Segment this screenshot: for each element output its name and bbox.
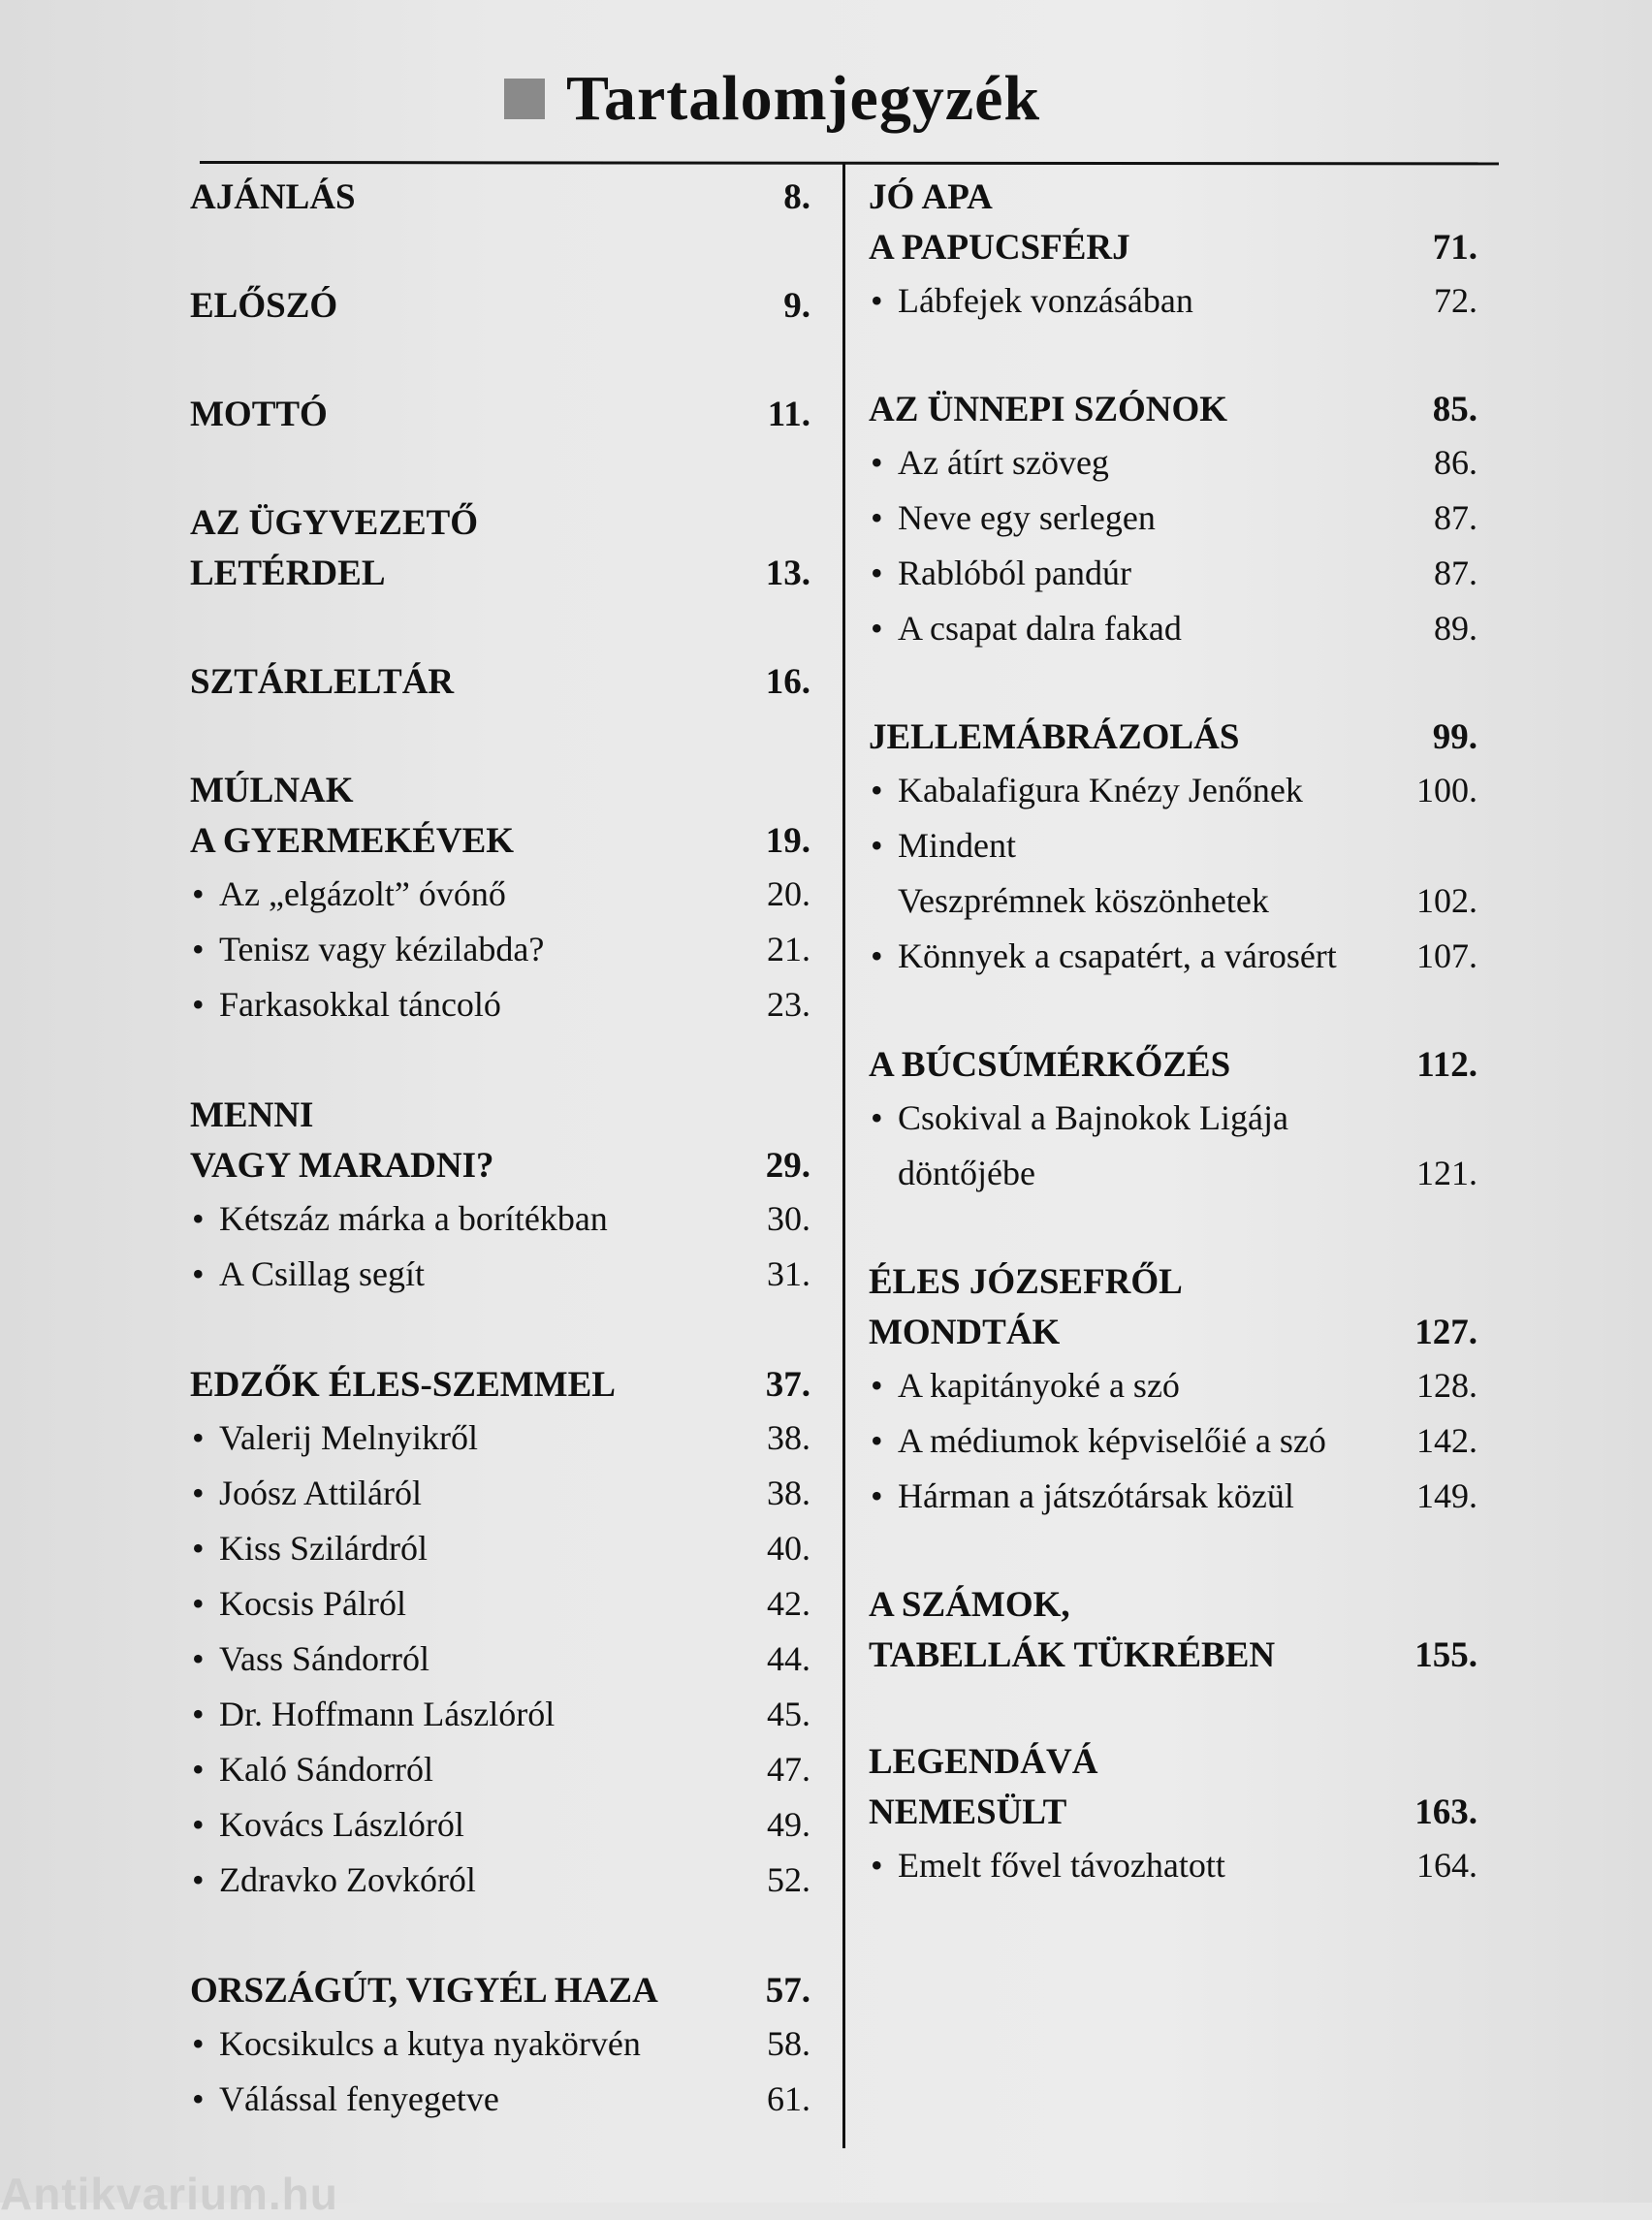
toc-entry — [190, 1576, 810, 1632]
section-title: EDZŐK ÉLES-SZEMMEL — [190, 1365, 616, 1405]
toc-entry — [190, 2016, 810, 2072]
section-title: AZ ÜGYVEZETŐ LETÉRDEL — [190, 503, 479, 593]
entry-page-number: 58. — [767, 2024, 810, 2063]
entry-title: • Valerij Melnyikről — [190, 1411, 478, 1466]
section-title: LEGENDÁVÁ NEMESÜLT — [869, 1742, 1098, 1832]
section-heading — [869, 1737, 1477, 1838]
toc-section — [190, 766, 810, 1032]
entry-page-number: 72. — [1434, 281, 1477, 320]
toc-section — [869, 713, 1477, 984]
entry-title: • Kiss Szilárdról — [190, 1521, 428, 1576]
entry-page-number: 164. — [1416, 1846, 1477, 1885]
section-page-number: 19. — [765, 821, 810, 861]
toc-section — [190, 390, 810, 440]
page-title-block — [504, 60, 1040, 138]
entry-page-number: 45. — [767, 1695, 810, 1733]
entry-title: • Könnyek a csapatért, a városért — [869, 929, 1337, 984]
toc-entry — [869, 1469, 1477, 1524]
section-heading — [190, 498, 810, 599]
entry-page-number: 23. — [767, 985, 810, 1024]
toc-section — [869, 1580, 1477, 1681]
entry-title: • A médiumok képviselőié a szó — [869, 1413, 1326, 1469]
entry-title: • Kocsikulcs a kutya nyakörvén — [190, 2016, 641, 2072]
toc-section — [190, 1360, 810, 1908]
entry-title: • Kétszáz márka a borítékban — [190, 1191, 608, 1247]
section-page-number: 8. — [783, 177, 810, 217]
section-heading — [190, 1360, 810, 1411]
toc-entry — [869, 435, 1477, 491]
toc-entry — [190, 1687, 810, 1742]
section-page-number: 163. — [1414, 1792, 1477, 1832]
section-page-number: 57. — [765, 1971, 810, 2011]
section-title: ORSZÁGÚT, VIGYÉL HAZA — [190, 1971, 658, 2011]
toc-entry — [190, 2072, 810, 2127]
section-heading — [190, 1966, 810, 2016]
section-heading — [190, 281, 810, 332]
entry-page-number: 40. — [767, 1529, 810, 1568]
section-page-number: 99. — [1432, 717, 1477, 757]
entry-page-number: 87. — [1434, 498, 1477, 537]
toc-section — [190, 1966, 810, 2127]
section-page-number: 9. — [783, 286, 810, 326]
toc-entry — [869, 546, 1477, 601]
section-page-number: 71. — [1432, 228, 1477, 268]
entry-page-number: 149. — [1416, 1476, 1477, 1515]
entry-page-number: 87. — [1434, 554, 1477, 592]
section-heading — [869, 173, 1477, 273]
entry-title: • Az „elgázolt” óvónő — [190, 867, 506, 922]
section-page-number: 29. — [765, 1146, 810, 1186]
section-page-number: 37. — [765, 1365, 810, 1405]
section-heading — [190, 657, 810, 708]
entry-title: • Kovács Lászlóról — [190, 1797, 464, 1853]
entry-page-number: 107. — [1416, 936, 1477, 975]
entry-title: • Dr. Hoffmann Lászlóról — [190, 1687, 555, 1742]
toc-entry — [190, 977, 810, 1032]
toc-entry — [190, 1742, 810, 1797]
header-rule — [200, 161, 1499, 165]
section-title: A SZÁMOK, TABELLÁK TÜKRÉBEN — [869, 1585, 1276, 1675]
toc-entry — [190, 1797, 810, 1853]
section-title: JELLEMÁBRÁZOLÁS — [869, 717, 1240, 757]
section-page-number: 11. — [767, 395, 810, 434]
entry-title: • Válással fenyegetve — [190, 2072, 499, 2127]
toc-section — [190, 498, 810, 599]
entry-page-number: 42. — [767, 1584, 810, 1623]
toc-entry — [869, 491, 1477, 546]
entry-title: • Mindent Veszprémnek köszönhetek — [869, 818, 1269, 929]
toc-entry — [190, 1247, 810, 1302]
toc-section — [869, 1040, 1477, 1201]
section-page-number: 112. — [1416, 1045, 1477, 1085]
toc-section — [869, 1737, 1477, 1893]
section-heading — [190, 1091, 810, 1191]
column-divider — [842, 163, 845, 2148]
section-page-number: 127. — [1414, 1313, 1477, 1352]
toc-left-column — [190, 173, 810, 2127]
entry-page-number: 142. — [1416, 1421, 1477, 1460]
section-page-number: 13. — [765, 554, 810, 593]
entry-title: • Lábfejek vonzásában — [869, 273, 1193, 329]
toc-entry — [869, 929, 1477, 984]
toc-section — [190, 1091, 810, 1302]
entry-page-number: 31. — [767, 1254, 810, 1293]
entry-page-number: 52. — [767, 1860, 810, 1899]
toc-section — [190, 173, 810, 223]
section-heading — [869, 1580, 1477, 1681]
entry-page-number: 20. — [767, 874, 810, 913]
entry-page-number: 121. — [1416, 1154, 1477, 1192]
section-title: ELŐSZÓ — [190, 286, 338, 326]
entry-title: • Kocsis Pálról — [190, 1576, 406, 1632]
entry-page-number: 128. — [1416, 1366, 1477, 1405]
entry-page-number: 100. — [1416, 771, 1477, 809]
entry-title: • Emelt fővel távozhatott — [869, 1838, 1225, 1893]
section-title: MOTTÓ — [190, 395, 328, 434]
entry-title: • Csokival a Bajnokok Ligája döntőjébe — [869, 1091, 1288, 1201]
entry-page-number: 38. — [767, 1418, 810, 1457]
entry-title: • Rablóból pandúr — [869, 546, 1131, 601]
entry-title: • Kaló Sándorról — [190, 1742, 433, 1797]
toc-section — [190, 657, 810, 708]
section-title: AJÁNLÁS — [190, 177, 356, 217]
toc-entry — [190, 1853, 810, 1908]
toc-entry — [869, 1413, 1477, 1469]
toc-entry — [869, 818, 1477, 929]
toc-section — [190, 281, 810, 332]
toc-entry — [190, 1521, 810, 1576]
toc-entry — [190, 1466, 810, 1521]
toc-entry — [190, 867, 810, 922]
entry-title: • Zdravko Zovkóról — [190, 1853, 476, 1908]
section-title: SZTÁRLELTÁR — [190, 662, 455, 702]
toc-entry — [869, 273, 1477, 329]
watermark: Antikvarium.hu — [0, 2169, 338, 2219]
entry-title: • Vass Sándorról — [190, 1632, 429, 1687]
toc-entry — [869, 1358, 1477, 1413]
section-title: ÉLES JÓZSEFRŐL MONDTÁK — [869, 1262, 1183, 1352]
section-heading — [190, 390, 810, 440]
entry-title: • Neve egy serlegen — [869, 491, 1156, 546]
entry-page-number: 49. — [767, 1805, 810, 1844]
section-heading — [190, 766, 810, 867]
page-title: Tartalomjegyzék — [566, 63, 1041, 134]
entry-title: • Kabalafigura Knézy Jenőnek — [869, 763, 1303, 818]
section-page-number: 85. — [1432, 390, 1477, 429]
entry-title: • Hárman a játszótársak közül — [869, 1469, 1294, 1524]
toc-entry — [190, 1632, 810, 1687]
entry-page-number: 61. — [767, 2079, 810, 2118]
toc-section — [869, 385, 1477, 656]
section-title: MENNI VAGY MARADNI? — [190, 1095, 494, 1186]
entry-page-number: 44. — [767, 1639, 810, 1678]
entry-title: • Farkasokkal táncoló — [190, 977, 501, 1032]
entry-page-number: 21. — [767, 930, 810, 968]
toc-section — [869, 1257, 1477, 1524]
entry-page-number: 38. — [767, 1474, 810, 1512]
toc-entry — [869, 1091, 1477, 1201]
title-square-icon — [504, 79, 545, 119]
section-page-number: 16. — [765, 662, 810, 702]
section-heading — [869, 1040, 1477, 1091]
entry-title: • Joósz Attiláról — [190, 1466, 422, 1521]
section-heading — [190, 173, 810, 223]
section-title: MÚLNAK A GYERMEKÉVEK — [190, 771, 515, 861]
section-heading — [869, 1257, 1477, 1358]
entry-page-number: 102. — [1416, 881, 1477, 920]
entry-title: • Az átírt szöveg — [869, 435, 1109, 491]
entry-page-number: 47. — [767, 1750, 810, 1789]
entry-page-number: 30. — [767, 1199, 810, 1238]
entry-title: • Tenisz vagy kézilabda? — [190, 922, 544, 977]
entry-title: • A Csillag segít — [190, 1247, 425, 1302]
toc-entry — [190, 1191, 810, 1247]
toc-entry — [869, 601, 1477, 656]
toc-entry — [190, 922, 810, 977]
entry-page-number: 89. — [1434, 609, 1477, 648]
entry-title: • A csapat dalra fakad — [869, 601, 1182, 656]
section-heading — [869, 713, 1477, 763]
toc-section — [869, 173, 1477, 329]
section-title: JÓ APA A PAPUCSFÉRJ — [869, 177, 1130, 268]
entry-page-number: 86. — [1434, 443, 1477, 482]
section-heading — [869, 385, 1477, 435]
section-title: A BÚCSÚMÉRKŐZÉS — [869, 1045, 1231, 1085]
section-title: AZ ÜNNEPI SZÓNOK — [869, 390, 1228, 429]
toc-entry — [869, 763, 1477, 818]
section-page-number: 155. — [1414, 1635, 1477, 1675]
entry-title: • A kapitányoké a szó — [869, 1358, 1180, 1413]
toc-right-column — [869, 173, 1477, 1893]
toc-entry — [869, 1838, 1477, 1893]
toc-entry — [190, 1411, 810, 1466]
